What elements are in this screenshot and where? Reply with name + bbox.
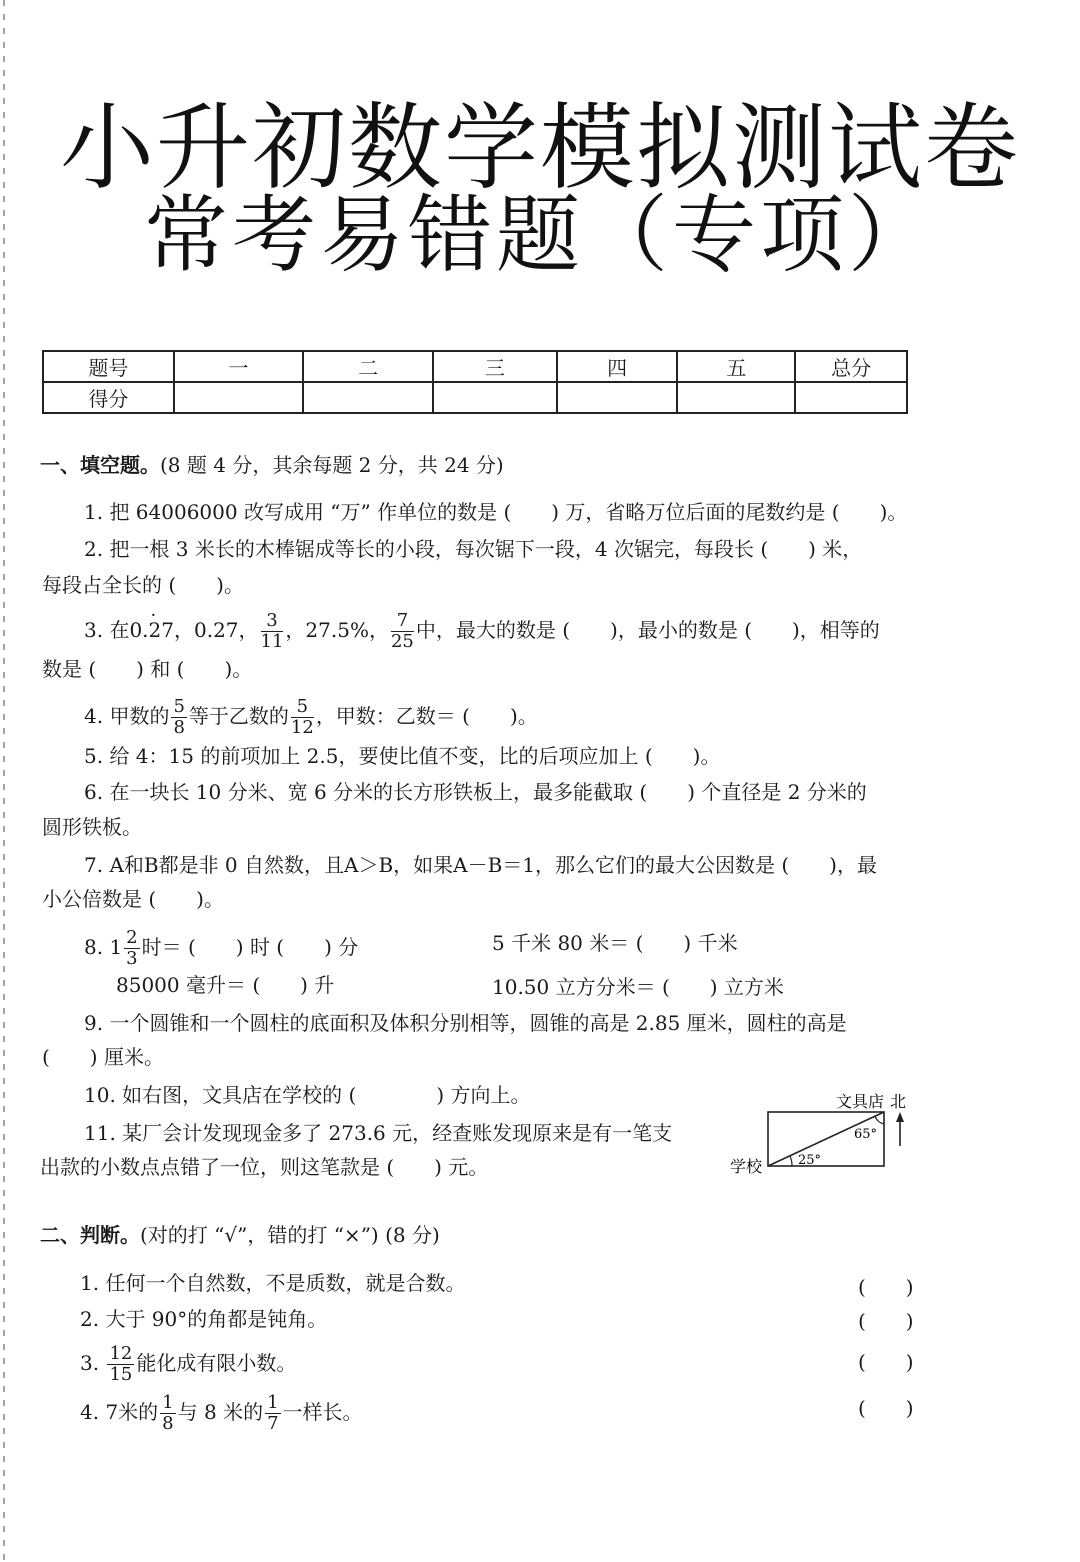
answer-paren[interactable]: ( ): [858, 1309, 914, 1333]
q4-text: ，甲数：乙数＝ ( )。: [315, 704, 538, 728]
header-cell: 题号: [43, 351, 174, 382]
denominator: 7: [267, 1413, 279, 1434]
q3-text: ，27.5%，: [285, 618, 389, 642]
question-1-7-cont: 小公倍数是 ( )。: [42, 887, 224, 911]
header-cell: 五: [677, 351, 795, 382]
section-2-note: (对的打 “√”，错的打 “×”) (8 分): [140, 1223, 440, 1247]
fraction: [160, 1394, 175, 1433]
question-1-11: 11. 某厂会计发现现金多了 273.6 元，经查账发现原来是有一笔支: [84, 1121, 673, 1145]
numerator: 1: [162, 1392, 174, 1413]
judge-question-3: [80, 1345, 296, 1384]
score-cell[interactable]: [174, 382, 304, 413]
angle-bottom-label: 25°: [798, 1153, 822, 1168]
diagram-angle-arc-bottom: [790, 1156, 792, 1166]
question-1-8-right-1: 5 千米 80 米＝ ( ) 千米: [492, 931, 738, 955]
question-1-4: [84, 698, 538, 737]
score-table-score-row: [43, 382, 907, 413]
judge-q3-text: 3.: [80, 1351, 106, 1375]
row-label-cell: 得分: [43, 382, 174, 413]
numerator: 2: [126, 927, 138, 948]
header-cell: 三: [433, 351, 557, 382]
fraction: [171, 698, 186, 737]
question-1-8-left-2: 85000 毫升＝ ( ) 升: [116, 973, 335, 997]
judge-question-2: 2. 大于 90°的角都是钝角。: [80, 1307, 328, 1331]
question-1-3-cont: 数是 ( ) 和 ( )。: [42, 657, 253, 681]
title-line-2: 常考易错题（专项）: [143, 186, 936, 284]
section-1-heading: [40, 449, 504, 478]
section-1-title: 一、填空题。: [40, 453, 160, 477]
numerator: 12: [109, 1343, 133, 1364]
header-cell: 四: [557, 351, 678, 382]
direction-diagram: [728, 1090, 918, 1180]
section-2-title: 二、判断。: [40, 1223, 140, 1247]
score-cell[interactable]: [433, 382, 557, 413]
header-cell: 一: [174, 351, 304, 382]
repeating-decimal: · 27: [149, 618, 174, 642]
question-1-9-cont: ( ) 厘米。: [42, 1045, 164, 1069]
denominator: 8: [162, 1413, 174, 1434]
judge-question-1: 1. 任何一个自然数，不是质数，就是合数。: [80, 1271, 466, 1295]
denominator: 12: [290, 717, 314, 738]
answer-paren[interactable]: ( ): [858, 1275, 914, 1299]
fraction: [261, 612, 284, 651]
question-1-5: 5. 给 4：15 的前项加上 2.5，要使比值不变，比的后项应加上 ( )。: [84, 744, 721, 768]
judge-q4-text: 与 8 米的: [177, 1400, 264, 1424]
fraction: [291, 698, 314, 737]
denominator: 11: [260, 631, 284, 652]
section-2-heading: [40, 1219, 440, 1248]
question-1-6: 6. 在一块长 10 分米、宽 6 分米的长方形铁板上，最多能截取 ( ) 个直径是 2 分米的: [84, 780, 867, 804]
fraction: [265, 1394, 280, 1433]
numerator: 7: [391, 612, 414, 632]
numerator: 3: [261, 612, 284, 632]
denominator: 3: [126, 948, 138, 969]
fraction: [391, 612, 414, 651]
score-cell[interactable]: [557, 382, 678, 413]
question-1-2: 2. 把一根 3 米长的木棒锯成等长的小段，每次锯下一段，4 次锯完，每段长 ( ) 米，: [84, 537, 863, 561]
question-1-10: 10. 如右图，文具店在学校的 ( ) 方向上。: [84, 1083, 531, 1107]
q4-text: 等于乙数的: [188, 704, 289, 728]
score-table: [42, 350, 908, 414]
header-cell: 总分: [795, 351, 907, 382]
header-cell: 二: [303, 351, 433, 382]
question-1-3: [84, 612, 880, 651]
north-label: 北: [890, 1092, 907, 1111]
q8-text: 8. 1: [84, 935, 123, 959]
q3-text: 中，最大的数是 ( )，最小的数是 ( )，相等的: [415, 618, 880, 642]
denominator: 8: [173, 717, 185, 738]
q4-text: 4. 甲数的: [84, 704, 170, 728]
score-cell[interactable]: [677, 382, 795, 413]
question-1-7: 7. A和B都是非 0 自然数，且A＞B，如果A－B＝1，那么它们的最大公因数是 ( )，最: [84, 853, 877, 877]
fraction: [124, 929, 139, 968]
question-1-11-cont: 出款的小数点点错了一位，则这笔款是 ( ) 元。: [40, 1155, 489, 1179]
angle-top-label: 65°: [854, 1127, 878, 1142]
numerator: 5: [291, 698, 314, 718]
judge-q3-text: 能化成有限小数。: [136, 1351, 297, 1375]
q3-text: 3. 在0.: [84, 618, 149, 642]
numerator: 1: [267, 1392, 279, 1413]
question-1-8: [84, 929, 358, 968]
numerator: 5: [173, 696, 185, 717]
q3-text: ，0.27，: [173, 618, 259, 642]
question-1-2-cont: 每段占全长的 ( )。: [42, 573, 244, 597]
denominator: 15: [109, 1364, 133, 1385]
fraction: [107, 1345, 134, 1384]
diagram-angle-arc-top: [875, 1116, 884, 1124]
judge-question-4: [80, 1394, 363, 1433]
north-arrow-icon: [896, 1112, 904, 1122]
section-1-note: (8 题 4 分，其余每题 2 分，共 24 分): [160, 453, 504, 477]
school-label: 学校: [730, 1157, 763, 1176]
q8-text: 时＝ ( ) 时 ( ) 分: [141, 935, 359, 959]
question-1-1: 1. 把 64006000 改写成用 “万” 作单位的数是 ( ) 万，省略万位后面的尾数约是 ( )。: [84, 500, 908, 524]
judge-q4-text: 4. 7米的: [80, 1400, 159, 1424]
title-line-1: 小升初数学模拟测试卷: [59, 94, 1020, 203]
question-1-9: 9. 一个圆锥和一个圆柱的底面积及体积分别相等，圆锥的高是 2.85 厘米，圆柱的高是: [84, 1011, 847, 1035]
denominator: 25: [390, 631, 414, 652]
score-cell[interactable]: [303, 382, 433, 413]
answer-paren[interactable]: ( ): [858, 1396, 914, 1420]
question-1-6-cont: 圆形铁板。: [42, 815, 142, 839]
store-label: 文具店: [836, 1092, 885, 1111]
judge-q4-text: 一样长。: [282, 1400, 363, 1424]
answer-paren[interactable]: ( ): [858, 1350, 914, 1374]
score-cell[interactable]: [795, 382, 907, 413]
question-1-8-right-2: 10.50 立方分米＝ ( ) 立方米: [492, 975, 784, 999]
score-table-header-row: [43, 351, 907, 382]
